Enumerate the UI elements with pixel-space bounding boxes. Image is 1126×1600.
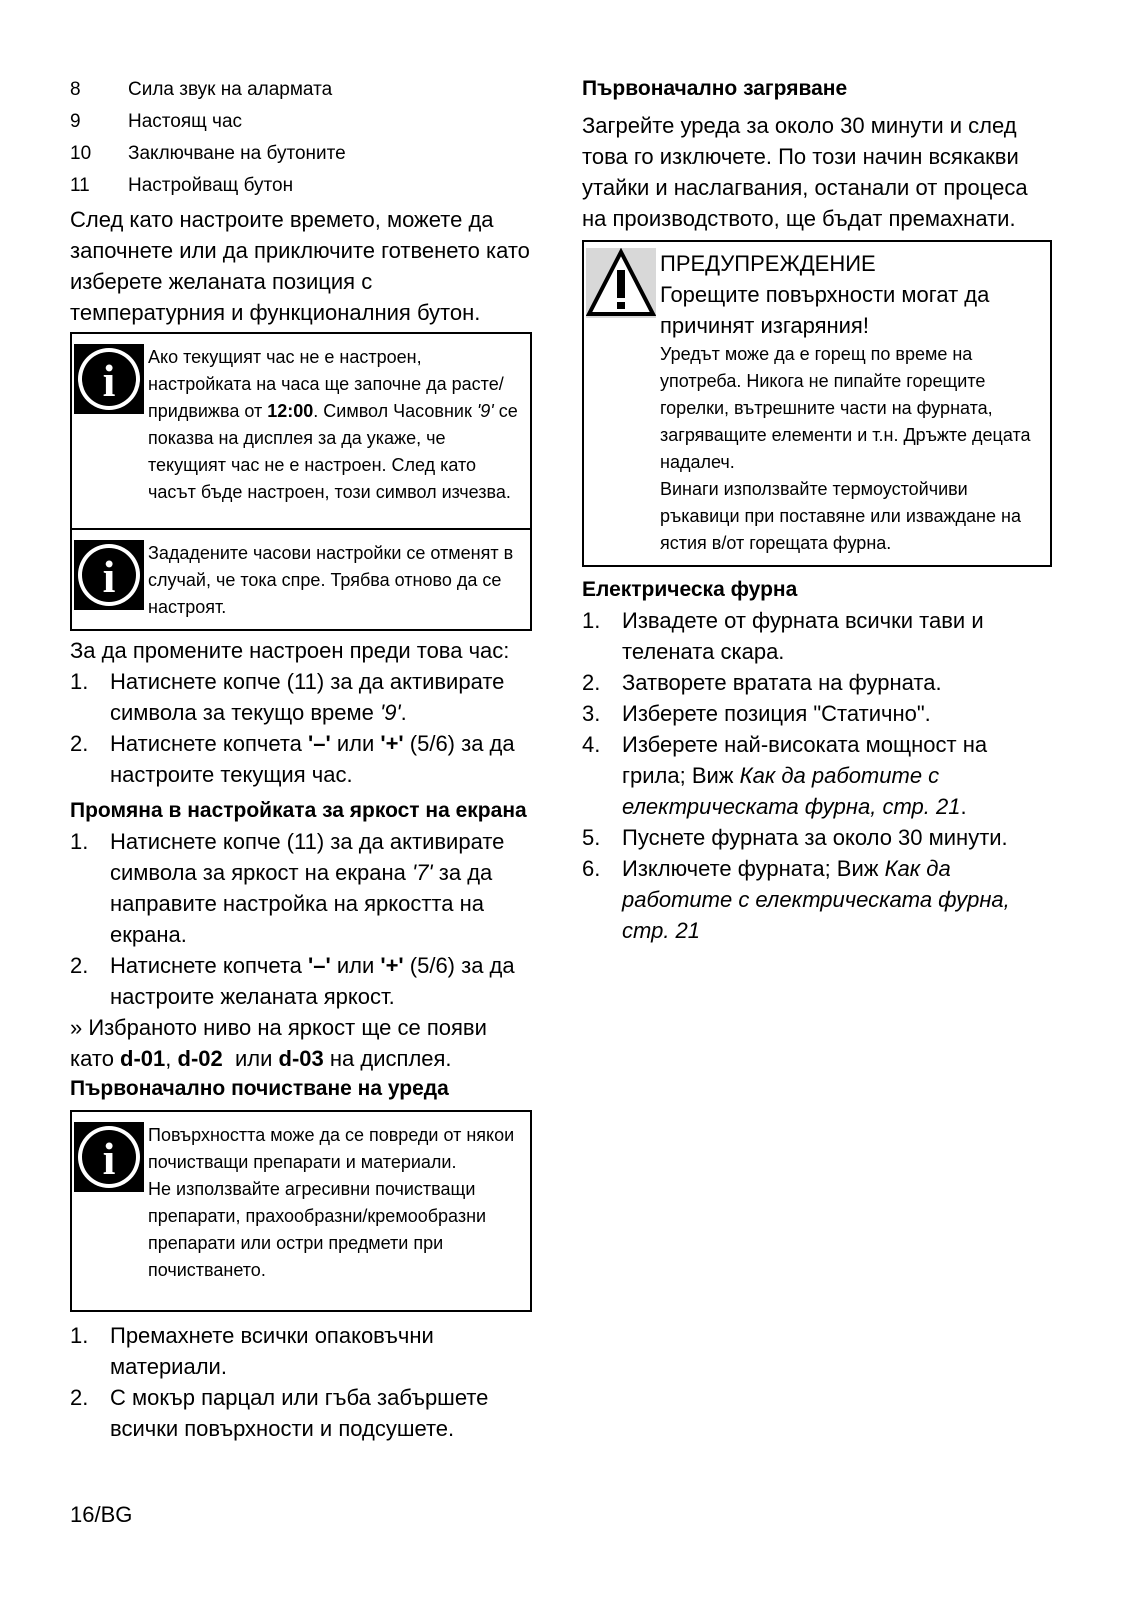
info-icon — [74, 540, 144, 618]
heating-heading: Първоначално загряване — [582, 77, 848, 100]
electric-oven-steps — [582, 605, 1052, 946]
list-item: 6. Изключете фурната; Виж Как да работите с електрическата фурна, стр. 21 — [582, 856, 1010, 943]
list-item: 5. Пуснете фурната за около 30 минути. — [582, 825, 1008, 850]
info-box-clock: i Ако текущият час не е настроен, настройката на часа ще започне да расте/придвижва от 12:00. Символ Часовник '9' се показва на дисплея за да укаже, че текущият час не е настроен. След като часът бъде настроен, този символ изчезва. — [70, 332, 532, 530]
right-column — [582, 74, 1052, 946]
heating-paragraph: Загрейте уреда за около 30 минути и след това го изключете. По този начин всякакви утайки и наслагвания, останали от процеса на производството, ще бъдат премахнати. — [582, 113, 1028, 231]
intro-paragraph: След като настроите времето, можете да започнете или да приключите готвенето като изберете желаната позиция с температурния и функционалния бутон. — [70, 207, 530, 325]
warning-box — [582, 240, 1052, 567]
list-item: 1. Премахнете всички опаковъчни материали. — [70, 1323, 434, 1379]
brightness-steps — [70, 826, 532, 1012]
cleaning-steps — [70, 1320, 532, 1444]
list-item: 4. Изберете най-високата мощност на грила; Виж Как да работите с електрическата фурна, стр. 21. — [582, 732, 988, 819]
warning-text-2: Винаги използвайте термоустойчиви ръкавици при поставяне или изваждане на ястия в/от горещата фурна. — [660, 479, 1021, 553]
list-item: 2. Натиснете копчета '–' или '+' (5/6) за да настроите желаната яркост. — [70, 953, 515, 1009]
list-item: 9 Настоящ час — [70, 111, 243, 132]
change-time-steps — [70, 666, 532, 790]
list-item: 11 Настройващ бутон — [70, 175, 294, 196]
brightness-heading: Промяна в настройката за яркост на екрана — [70, 799, 527, 822]
list-item: 3. Изберете позиция "Статично". — [582, 701, 931, 726]
change-time-intro: За да промените настроен преди това час: — [70, 638, 510, 663]
info-box-power: i Зададените часови настройки се отменят в случай, че тока спре. Трябва отново да се настроят. — [70, 530, 532, 631]
info-icon — [74, 1122, 144, 1200]
warning-icon — [586, 248, 656, 323]
info-box-cleaning: i Повърхността може да се повреди от някои почистващи препарати и материали. Не използвайте агресивни почистващи препарати, прахообразни/кремообразни препарати или остри предмети при почистването. — [70, 1110, 532, 1312]
page-number: 16/BG — [70, 1502, 133, 1527]
svg-text:i: i — [102, 551, 116, 602]
electric-oven-heading: Електрическа фурна — [582, 578, 798, 601]
legend-list — [70, 74, 532, 202]
brightness-result: » Избраното ниво на яркост ще се появи като d-01, d-02 или d-03 на дисплея. — [70, 1015, 487, 1071]
left-column — [70, 74, 532, 1444]
list-item: 2. Затворете вратата на фурната. — [582, 670, 942, 695]
list-item: 10 Заключване на бутоните — [70, 143, 346, 164]
info-icon — [74, 344, 144, 422]
list-item: 1. Натиснете копче (11) за да активирате символа за яркост на екрана '7' за да направите настройка на яркостта на екрана. — [70, 829, 505, 947]
list-item: 2. С мокър парцал или гъба забършете всички повърхности и подсушете. — [70, 1385, 489, 1441]
list-item: 8 Сила звук на алармата — [70, 79, 333, 100]
warning-lead: Горещите повърхности могат да причинят изгаряния! — [660, 282, 990, 338]
svg-text:i: i — [102, 355, 116, 406]
list-item: 1. Извадете от фурната всички тави и телената скара. — [582, 608, 984, 664]
warning-text-1: Уредът може да е горещ по време на употреба. Никога не пипайте горещите горелки, вътрешните части на фурната, загряващите елементи и т.н. Дръжте децата надалеч. — [660, 344, 1031, 472]
warning-title: ПРЕДУПРЕЖДЕНИЕ — [660, 251, 876, 276]
list-item: 2. Натиснете копчета '–' или '+' (5/6) за да настроите текущия час. — [70, 731, 515, 787]
svg-text:i: i — [102, 1133, 116, 1184]
cleaning-heading: Първоначално почистване на уреда — [70, 1077, 449, 1100]
list-item: 1. Натиснете копче (11) за да активирате символа за текущо време '9'. — [70, 669, 505, 725]
